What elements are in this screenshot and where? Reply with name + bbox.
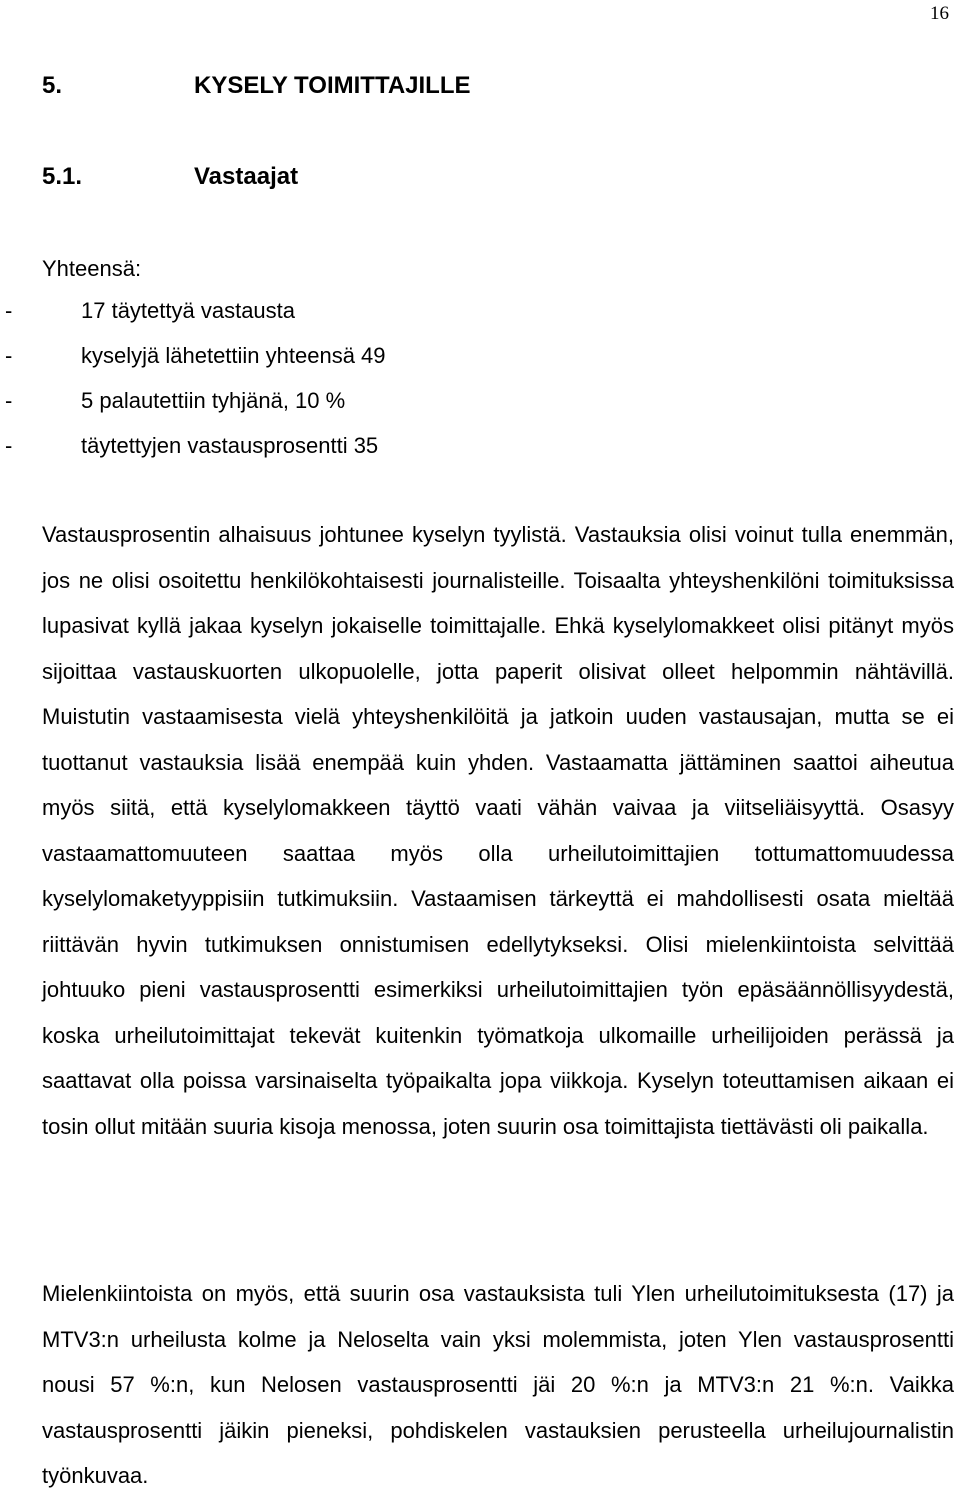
section-title: KYSELY TOIMITTAJILLE	[194, 72, 471, 99]
body-paragraph: Mielenkiintoista on myös, että suurin osa vastauksista tuli Ylen urheilutoimituksesta (17) ja MTV3:n urheilusta kolme ja Neloselta vain yksi molemmista, joten Ylen vastausprosentti nousi 57 %:n, kun Nelosen vastausprosentti jäi 20 %:n ja MTV3:n 21 %:n. Vaikka vastausprosentti jäikin pieneksi, pohdiskelen vastauksien perusteella urheilujournalistin työnkuvaa.	[42, 1281, 954, 1488]
section-heading	[42, 72, 471, 100]
summary-list	[0, 297, 386, 477]
dash-bullet-icon: -	[5, 343, 13, 368]
subsection-number: 5.1.	[42, 163, 83, 190]
list-item-text: 5 palautettiin tyhjänä, 10 %	[81, 388, 346, 413]
list-item	[0, 342, 386, 387]
dash-bullet-icon: -	[5, 433, 13, 458]
dash-bullet-icon: -	[5, 388, 13, 413]
list-item-text: täytettyjen vastausprosentti 35	[81, 433, 379, 458]
section-number: 5.	[42, 72, 63, 99]
list-item-text: kyselyjä lähetettiin yhteensä 49	[81, 343, 386, 368]
list-item	[0, 297, 386, 342]
summary-label: Yhteensä:	[42, 256, 142, 281]
dash-bullet-icon: -	[5, 298, 13, 323]
page-number: 16	[930, 3, 949, 24]
list-item	[0, 432, 386, 477]
list-item-text: 17 täytettyä vastausta	[81, 298, 296, 323]
subsection-heading	[42, 163, 298, 191]
subsection-title: Vastaajat	[194, 163, 299, 190]
body-paragraph: Vastausprosentin alhaisuus johtunee kyselyn tyylistä. Vastauksia olisi voinut tulla enemmän, jos ne olisi osoitettu henkilökohtaisesti journalisteille. Toisaalta yhteyshenkilöni toimituksissa lupasivat kyllä jakaa kyselyn jokaiselle toimittajalle. Ehkä kyselylomakkeet olisi pitänyt myös sijoittaa vastauskuorten ulkopuolelle, jotta paperit olisivat olleet helpommin nähtävillä. Muistutin vastaamisesta vielä yhteyshenkilöitä ja jatkoin uuden vastausajan, mutta se ei tuottanut vastauksia lisää enempää kuin yhden. Vastaamatta jättäminen saattoi aiheutua myös siitä, että kyselylomakkeen täyttö vaati vähän vaivaa ja viitseliäisyyttä. Osasyy vastaamattomuuteen saattaa myös olla urheilutoimittajien tottumattomuudessa kyselylomaketyyppisiin tutkimuksiin. Vastaamisen tärkeyttä ei mahdollisesti osata mieltää riittävän hyvin tutkimuksen onnistumisen edellytykseksi. Olisi mielenkiintoista selvittää johtuuko pieni vastausprosentti esimerkiksi urheilutoimittajien työn epäsäännöllisyydestä, koska urheilutoimittajat tekevät kuitenkin työmatkoja ulkomaille urheilijoiden perässä ja saattavat olla poissa varsinaiselta työpaikalta jopa viikkoja. Kyselyn toteuttamisen aikaan ei tosin ollut mitään suuria kisoja menossa, joten suurin osa toimittajista tiettävästi oli paikalla.	[42, 522, 954, 1139]
list-item	[0, 387, 386, 432]
